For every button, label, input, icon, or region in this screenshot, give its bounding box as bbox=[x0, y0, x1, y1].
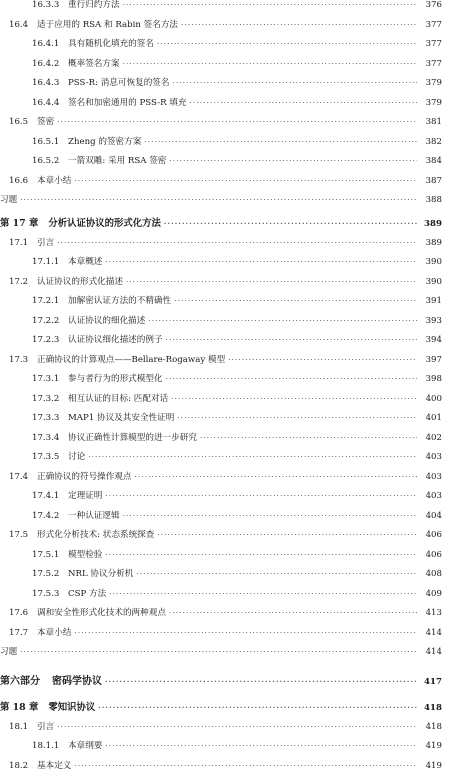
dot-leader bbox=[166, 331, 417, 351]
entry-number: 17.3.2 bbox=[32, 390, 62, 410]
entry-number: 17.3.1 bbox=[32, 370, 62, 390]
entry-page-number: 390 bbox=[420, 273, 442, 293]
toc-chapter-entry[interactable] bbox=[0, 213, 451, 234]
entry-number: 17.3.4 bbox=[32, 429, 62, 449]
toc-subsection-entry[interactable] bbox=[0, 35, 451, 55]
entry-number: 第 17 章 bbox=[0, 213, 38, 234]
entry-title: 密码学协议 bbox=[40, 669, 102, 695]
entry-title: 概率签名方案 bbox=[62, 55, 120, 75]
entry-title: PSS-R: 消息可恢复的签名 bbox=[62, 74, 169, 94]
toc-subsection-entry[interactable] bbox=[0, 55, 451, 75]
entry-page-number: 381 bbox=[420, 113, 442, 133]
entry-page-number: 394 bbox=[420, 331, 442, 351]
toc-chapter-entry[interactable] bbox=[0, 697, 451, 718]
dot-leader bbox=[105, 669, 417, 695]
entry-page-number: 379 bbox=[420, 74, 442, 94]
dot-leader bbox=[105, 253, 417, 273]
dot-leader bbox=[74, 757, 417, 776]
entry-title: 基本定义 bbox=[31, 757, 71, 776]
toc-section-entry[interactable] bbox=[0, 273, 451, 293]
entry-number: 17.6 bbox=[9, 604, 31, 624]
entry-number: 17.1.1 bbox=[32, 253, 62, 273]
entry-number: 17.3 bbox=[9, 351, 31, 371]
toc-subsection-entry[interactable] bbox=[0, 94, 451, 114]
entry-number: 17.2.1 bbox=[32, 292, 62, 312]
toc-section-entry[interactable] bbox=[0, 624, 451, 644]
entry-title: 加解密认证方法的不精确性 bbox=[62, 292, 171, 312]
entry-title: 参与者行为的形式模型化 bbox=[62, 370, 163, 390]
toc-subsection-entry[interactable] bbox=[0, 737, 451, 757]
entry-page-number: 413 bbox=[420, 604, 442, 624]
dot-leader bbox=[164, 213, 417, 234]
toc-subsection-entry[interactable] bbox=[0, 429, 451, 449]
dot-leader bbox=[74, 624, 417, 644]
entry-page-number: 414 bbox=[420, 643, 442, 663]
toc-part-entry[interactable] bbox=[0, 669, 451, 695]
entry-title: 讨论 bbox=[62, 448, 85, 468]
entry-title: 认证协议的形式化描述 bbox=[31, 273, 123, 293]
entry-number: 17.3.5 bbox=[32, 448, 62, 468]
entry-number: 17.2 bbox=[9, 273, 31, 293]
dot-leader bbox=[105, 546, 417, 566]
entry-title: 本章纲要 bbox=[62, 737, 102, 757]
dot-leader bbox=[144, 133, 417, 153]
dot-leader bbox=[171, 390, 417, 410]
entry-title: 定理证明 bbox=[62, 487, 102, 507]
entry-number: 18.2 bbox=[9, 757, 31, 776]
entry-title: 适于应用的 RSA 和 Rabin 签名方法 bbox=[31, 16, 178, 36]
entry-title: NRL 协议分析机 bbox=[62, 565, 133, 585]
entry-number: 17.2.3 bbox=[32, 331, 62, 351]
entry-page-number: 418 bbox=[420, 698, 442, 719]
dot-leader bbox=[228, 351, 417, 371]
dot-leader bbox=[20, 191, 417, 211]
entry-page-number: 400 bbox=[420, 390, 442, 410]
toc-subsection-entry[interactable] bbox=[0, 312, 451, 332]
entry-page-number: 419 bbox=[420, 737, 442, 757]
toc-subsection-entry[interactable] bbox=[0, 585, 451, 605]
entry-title: 本章小结 bbox=[31, 624, 71, 644]
toc-subsection-entry[interactable] bbox=[0, 0, 451, 16]
entry-page-number: 404 bbox=[420, 507, 442, 527]
dot-leader bbox=[98, 697, 417, 718]
toc-section-entry[interactable] bbox=[0, 351, 451, 371]
entry-page-number: 376 bbox=[420, 0, 442, 16]
entry-number: 16.5 bbox=[9, 113, 31, 133]
dot-leader bbox=[135, 468, 417, 488]
entry-title: 具有随机化填充的签名 bbox=[62, 35, 154, 55]
entry-number: 16.5.2 bbox=[32, 152, 62, 172]
entry-title: MAP1 协议及其安全性证明 bbox=[62, 409, 174, 429]
toc-exercise-entry[interactable] bbox=[0, 191, 451, 211]
dot-leader bbox=[172, 74, 417, 94]
entry-title: CSP 方法 bbox=[62, 585, 106, 605]
toc-section-entry[interactable] bbox=[0, 526, 451, 546]
entry-page-number: 382 bbox=[420, 133, 442, 153]
dot-leader bbox=[136, 565, 417, 585]
toc-subsection-entry[interactable] bbox=[0, 448, 451, 468]
toc-subsection-entry[interactable] bbox=[0, 507, 451, 527]
toc-subsection-entry[interactable] bbox=[0, 546, 451, 566]
entry-page-number: 379 bbox=[420, 94, 442, 114]
entry-title: 正确协议的计算观点——Bellare-Rogaway 模型 bbox=[31, 351, 225, 371]
dot-leader bbox=[57, 113, 417, 133]
entry-title: 本章概述 bbox=[62, 253, 102, 273]
entry-number: 17.2.2 bbox=[32, 312, 62, 332]
entry-page-number: 377 bbox=[420, 16, 442, 36]
entry-title: 一箭双雕: 采用 RSA 签密 bbox=[62, 152, 166, 172]
entry-number: 17.1 bbox=[9, 234, 31, 254]
entry-title: 引言 bbox=[31, 718, 54, 738]
entry-page-number: 419 bbox=[420, 757, 442, 776]
dot-leader bbox=[109, 585, 417, 605]
toc-section-entry[interactable] bbox=[0, 234, 451, 254]
entry-number: 16.4.1 bbox=[32, 35, 62, 55]
entry-page-number: 377 bbox=[420, 35, 442, 55]
entry-number: 17.4.2 bbox=[32, 507, 62, 527]
entry-title: Zheng 的签密方案 bbox=[62, 133, 141, 153]
entry-number: 17.4 bbox=[9, 468, 31, 488]
entry-page-number: 391 bbox=[420, 292, 442, 312]
dot-leader bbox=[174, 292, 417, 312]
toc-subsection-entry[interactable] bbox=[0, 565, 451, 585]
entry-number: 第六部分 bbox=[0, 669, 40, 695]
entry-number: 16.4.4 bbox=[32, 94, 62, 114]
toc-subsection-entry[interactable] bbox=[0, 292, 451, 312]
entry-page-number: 414 bbox=[420, 624, 442, 644]
toc-section-entry[interactable] bbox=[0, 757, 451, 776]
entry-page-number: 406 bbox=[420, 526, 442, 546]
entry-number: 16.4.3 bbox=[32, 74, 62, 94]
entry-page-number: 393 bbox=[420, 312, 442, 332]
entry-page-number: 408 bbox=[420, 565, 442, 585]
toc-subsection-entry[interactable] bbox=[0, 152, 451, 172]
entry-number: 17.3.3 bbox=[32, 409, 62, 429]
entry-number: 17.5.3 bbox=[32, 585, 62, 605]
entry-page-number: 417 bbox=[420, 669, 442, 695]
dot-leader bbox=[166, 370, 417, 390]
entry-number: 16.4.2 bbox=[32, 55, 62, 75]
entry-page-number: 389 bbox=[420, 214, 442, 235]
entry-number: 16.4 bbox=[9, 16, 31, 36]
entry-number: 16.3.3 bbox=[32, 0, 62, 16]
entry-title: 形式化分析技术: 状态系统探查 bbox=[31, 526, 154, 546]
dot-leader bbox=[157, 35, 417, 55]
entry-page-number: 402 bbox=[420, 429, 442, 449]
toc-section-entry[interactable] bbox=[0, 113, 451, 133]
dot-leader bbox=[200, 429, 417, 449]
entry-number: 17.5.1 bbox=[32, 546, 62, 566]
dot-leader bbox=[190, 94, 418, 114]
dot-leader bbox=[105, 737, 417, 757]
toc-section-entry[interactable] bbox=[0, 172, 451, 192]
entry-title: 一种认证逻辑 bbox=[62, 507, 120, 527]
toc-subsection-entry[interactable] bbox=[0, 409, 451, 429]
toc-subsection-entry[interactable] bbox=[0, 487, 451, 507]
entry-title: 签密 bbox=[31, 113, 54, 133]
entry-page-number: 403 bbox=[420, 487, 442, 507]
toc-subsection-entry[interactable] bbox=[0, 390, 451, 410]
entry-title: 签名和加密通用的 PSS-R 填充 bbox=[62, 94, 187, 114]
entry-title: 正确协议的符号操作观点 bbox=[31, 468, 132, 488]
entry-page-number: 401 bbox=[420, 409, 442, 429]
dot-leader bbox=[20, 643, 417, 663]
toc-subsection-entry[interactable] bbox=[0, 253, 451, 273]
toc-subsection-entry[interactable] bbox=[0, 331, 451, 351]
dot-leader bbox=[169, 152, 417, 172]
entry-page-number: 397 bbox=[420, 351, 442, 371]
entry-page-number: 384 bbox=[420, 152, 442, 172]
entry-number: 16.6 bbox=[9, 172, 31, 192]
dot-leader bbox=[123, 55, 417, 75]
entry-title: 相互认证的目标: 匹配对话 bbox=[62, 390, 168, 410]
toc-subsection-entry[interactable] bbox=[0, 133, 451, 153]
entry-page-number: 398 bbox=[420, 370, 442, 390]
entry-title: 重行归约方法 bbox=[62, 0, 120, 16]
entry-number: 第 18 章 bbox=[0, 697, 38, 718]
entry-title: 引言 bbox=[31, 234, 54, 254]
entry-page-number: 377 bbox=[420, 55, 442, 75]
entry-title: 分析认证协议的形式化方法 bbox=[38, 213, 161, 234]
dot-leader bbox=[148, 312, 417, 332]
entry-page-number: 409 bbox=[420, 585, 442, 605]
entry-page-number: 406 bbox=[420, 546, 442, 566]
entry-number: 18.1.1 bbox=[32, 737, 62, 757]
toc-subsection-entry[interactable] bbox=[0, 74, 451, 94]
entry-title: 模型检验 bbox=[62, 546, 102, 566]
dot-leader bbox=[157, 526, 417, 546]
entry-title: 本章小结 bbox=[31, 172, 71, 192]
entry-page-number: 389 bbox=[420, 234, 442, 254]
dot-leader bbox=[57, 234, 417, 254]
entry-title: 协议正确性计算模型的进一步研究 bbox=[62, 429, 197, 449]
dot-leader bbox=[105, 487, 417, 507]
entry-title: 调和安全性形式化技术的两种观点 bbox=[31, 604, 166, 624]
entry-number: 17.5.2 bbox=[32, 565, 62, 585]
entry-title: 认证协议的细化描述 bbox=[62, 312, 145, 332]
entry-number: 17.5 bbox=[9, 526, 31, 546]
entry-number: 16.5.1 bbox=[32, 133, 62, 153]
dot-leader bbox=[126, 273, 417, 293]
dot-leader bbox=[74, 172, 417, 192]
entry-page-number: 390 bbox=[420, 253, 442, 273]
toc-exercise-entry[interactable] bbox=[0, 643, 451, 663]
entry-page-number: 388 bbox=[420, 191, 442, 211]
entry-title: 习题 bbox=[0, 643, 17, 663]
dot-leader bbox=[123, 507, 417, 527]
toc-section-entry[interactable] bbox=[0, 468, 451, 488]
dot-leader bbox=[177, 409, 417, 429]
entry-page-number: 387 bbox=[420, 172, 442, 192]
toc-section-entry[interactable] bbox=[0, 718, 451, 738]
entry-title: 习题 bbox=[0, 191, 17, 211]
toc-section-entry[interactable] bbox=[0, 604, 451, 624]
dot-leader bbox=[57, 718, 417, 738]
entry-title: 零知识协议 bbox=[38, 697, 95, 718]
entry-number: 17.4.1 bbox=[32, 487, 62, 507]
dot-leader bbox=[181, 16, 417, 36]
dot-leader bbox=[88, 448, 417, 468]
entry-page-number: 403 bbox=[420, 448, 442, 468]
entry-title: 认证协议细化描述的例子 bbox=[62, 331, 163, 351]
entry-page-number: 403 bbox=[420, 468, 442, 488]
entry-number: 18.1 bbox=[9, 718, 31, 738]
dot-leader bbox=[169, 604, 417, 624]
toc-section-entry[interactable] bbox=[0, 16, 451, 36]
entry-page-number: 418 bbox=[420, 718, 442, 738]
dot-leader bbox=[123, 0, 417, 16]
entry-number: 17.7 bbox=[9, 624, 31, 644]
toc-subsection-entry[interactable] bbox=[0, 370, 451, 390]
